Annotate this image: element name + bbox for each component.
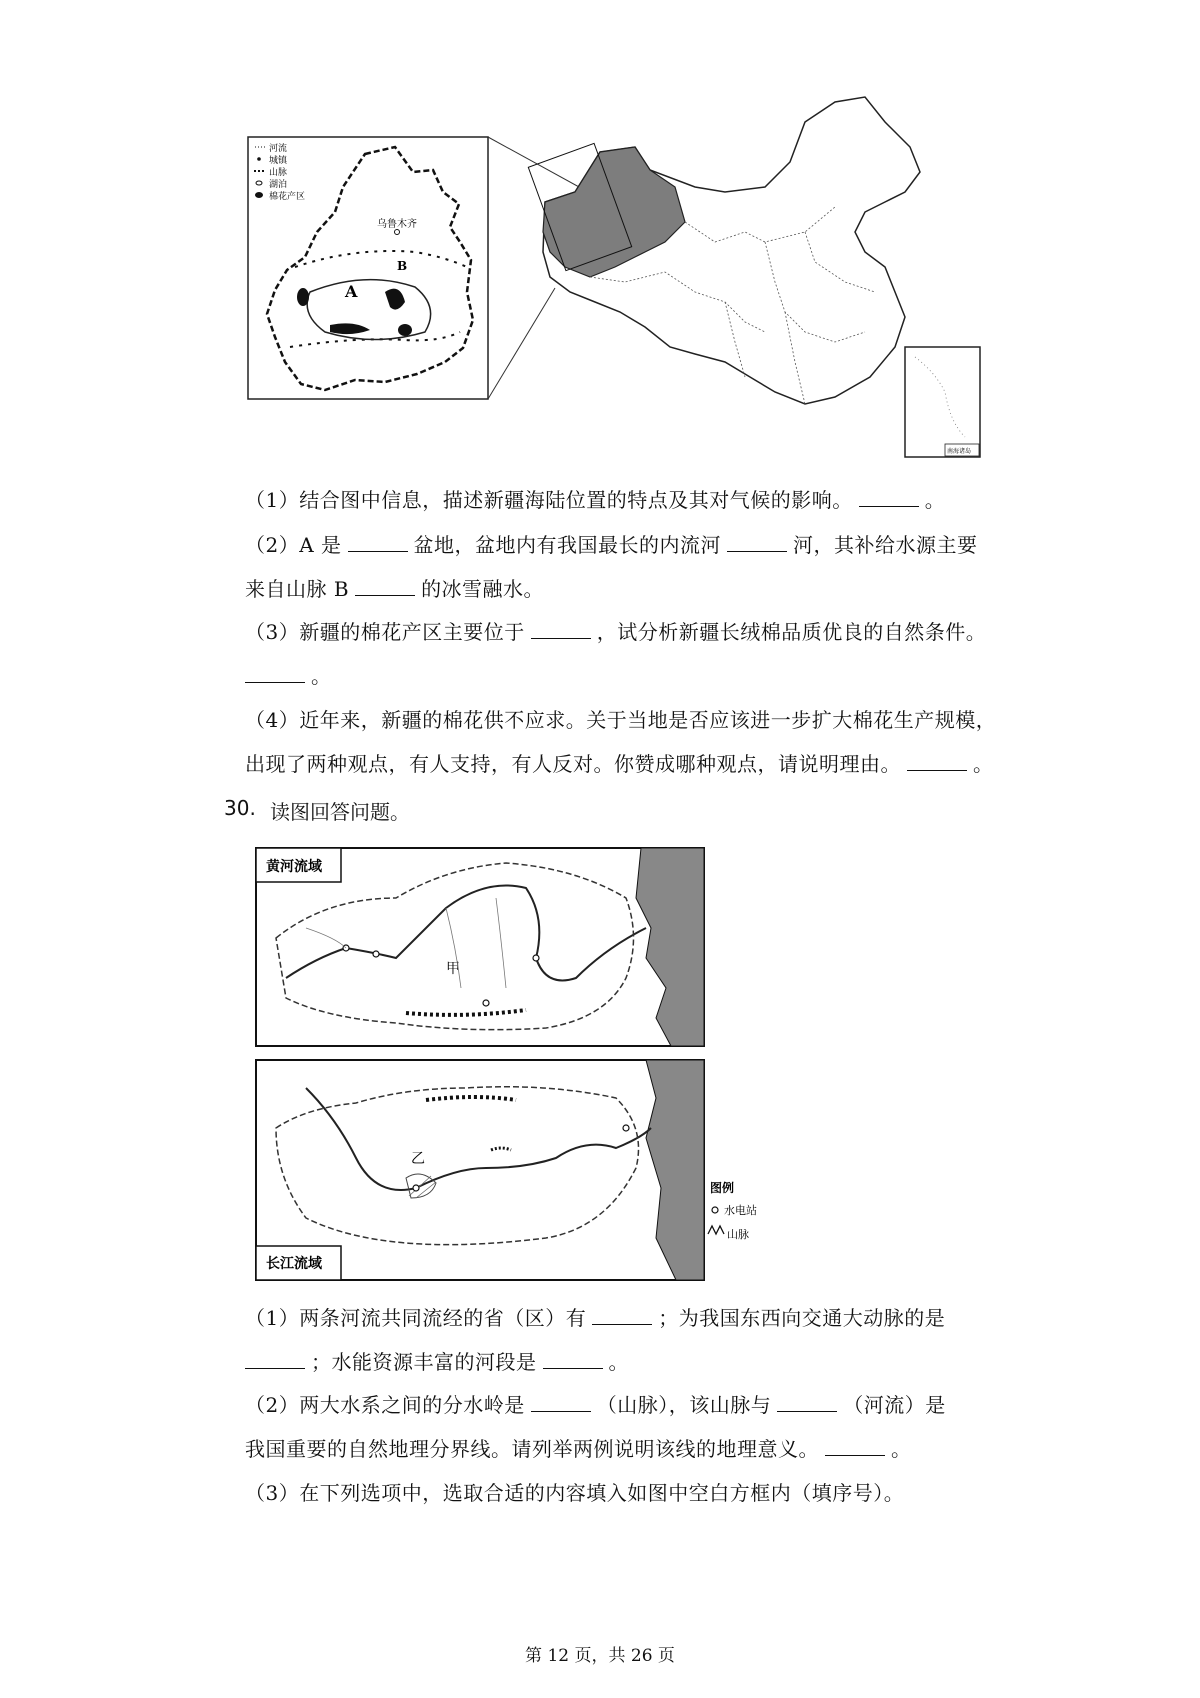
q30-part2-c: （河流）是 bbox=[843, 1393, 946, 1417]
label-b: B bbox=[397, 259, 408, 273]
south-sea-label: 南海诸岛 bbox=[947, 448, 972, 455]
label-jia: 甲 bbox=[446, 961, 460, 977]
legend-mountain: 山脉 bbox=[269, 168, 288, 178]
answer-blank[interactable] bbox=[543, 1350, 603, 1369]
q29-part4-a: （4）近年来，新疆的棉花供不应求。关于当地是否应该进一步扩大棉花生产规模， bbox=[245, 708, 997, 732]
q29-part4-line2 bbox=[245, 752, 1025, 776]
xinjiang-map-figure bbox=[245, 92, 990, 462]
q30-number: 30. bbox=[224, 796, 256, 820]
q29-part1 bbox=[245, 488, 1025, 512]
q30-part2-line2 bbox=[245, 1437, 1025, 1461]
q30-part2-line1 bbox=[245, 1393, 1025, 1417]
q30-part3-a: （3）在下列选项中，选取合适的内容填入如图中空白方框内（填序号）。 bbox=[245, 1481, 905, 1505]
answer-blank[interactable] bbox=[355, 577, 415, 596]
q30-part1-d: 。 bbox=[608, 1350, 629, 1374]
urumqi-label: 乌鲁木齐 bbox=[377, 219, 417, 230]
q30-part2-e: 。 bbox=[891, 1437, 912, 1461]
figure2-legend-title: 图例 bbox=[710, 1181, 735, 1195]
answer-blank[interactable] bbox=[348, 533, 408, 552]
answer-blank[interactable] bbox=[531, 620, 591, 639]
q29-part2-line1 bbox=[245, 533, 1025, 557]
q29-part3-line1 bbox=[245, 620, 1025, 644]
page-footer: 第 12 页，共 26 页 bbox=[525, 1646, 675, 1666]
answer-blank[interactable] bbox=[592, 1306, 652, 1325]
q30-part2-a: （2）两大水系之间的分水岭是 bbox=[245, 1393, 525, 1417]
q29-part4-line1 bbox=[245, 708, 1025, 732]
q29-part2-a: （2）A 是 bbox=[245, 533, 342, 557]
answer-blank[interactable] bbox=[825, 1437, 885, 1456]
q29-part3-c: 。 bbox=[311, 664, 332, 688]
label-yi: 乙 bbox=[411, 1151, 425, 1167]
q29-part1-text: （1）结合图中信息，描述新疆海陆位置的特点及其对气候的影响。 bbox=[245, 488, 853, 512]
q30-part2-d: 我国重要的自然地理分界线。请列举两例说明该线的地理意义。 bbox=[245, 1437, 819, 1461]
q29-part2-line2 bbox=[245, 577, 1025, 601]
answer-blank[interactable] bbox=[859, 488, 919, 507]
q29-part4-b: 出现了两种观点，有人支持，有人反对。你赞成哪种观点，请说明理由。 bbox=[245, 752, 901, 776]
river-basins-svg bbox=[246, 838, 796, 1288]
yellow-river-title: 黄河流域 bbox=[266, 859, 322, 875]
legend-river: 河流 bbox=[269, 144, 288, 154]
answer-blank[interactable] bbox=[245, 1350, 305, 1369]
q30-part1-b: ；为我国东西向交通大动脉的是 bbox=[658, 1306, 946, 1330]
q30-part1-line1 bbox=[245, 1306, 1025, 1330]
q29-part2-e: 的冰雪融水。 bbox=[421, 577, 545, 601]
q30-part2-b: （山脉），该山脉与 bbox=[596, 1393, 772, 1417]
legend-town: 城镇 bbox=[269, 156, 288, 166]
legend-cotton: 棉花产区 bbox=[269, 192, 306, 202]
answer-blank[interactable] bbox=[907, 752, 967, 771]
q30-part3 bbox=[245, 1481, 1025, 1505]
answer-blank[interactable] bbox=[245, 664, 305, 683]
yangtze-title: 长江流域 bbox=[266, 1256, 322, 1272]
answer-blank[interactable] bbox=[531, 1393, 591, 1412]
q29-part4-c: 。 bbox=[973, 752, 994, 776]
q30-part1-a: （1）两条河流共同流经的省（区）有 bbox=[245, 1306, 587, 1330]
q29-part3-a: （3）新疆的棉花产区主要位于 bbox=[245, 620, 525, 644]
q29-part2-d: 来自山脉 B bbox=[245, 577, 350, 601]
legend-mountain-range: 山脉 bbox=[727, 1228, 749, 1241]
q29-part3-b: ，试分析新疆长绒棉品质优良的自然条件。 bbox=[596, 620, 987, 644]
xinjiang-map-svg bbox=[245, 92, 990, 462]
q30-part1-c: ；水能资源丰富的河段是 bbox=[311, 1350, 537, 1374]
q29-part3-line2 bbox=[245, 664, 1025, 688]
q29-part2-b: 盆地，盆地内有我国最长的内流河 bbox=[413, 533, 722, 557]
q30-part1-line2 bbox=[245, 1350, 1025, 1374]
q30-title: 读图回答问题。 bbox=[270, 800, 410, 824]
legend-hydropower: 水电站 bbox=[724, 1204, 757, 1217]
answer-blank[interactable] bbox=[727, 533, 787, 552]
legend-lake: 湖泊 bbox=[269, 180, 288, 190]
q29-part1-end: 。 bbox=[924, 488, 946, 512]
q29-part2-c: 河，其补给水源主要 bbox=[793, 533, 978, 557]
answer-blank[interactable] bbox=[777, 1393, 837, 1412]
river-basins-figure bbox=[246, 838, 796, 1288]
label-a: A bbox=[345, 282, 358, 301]
